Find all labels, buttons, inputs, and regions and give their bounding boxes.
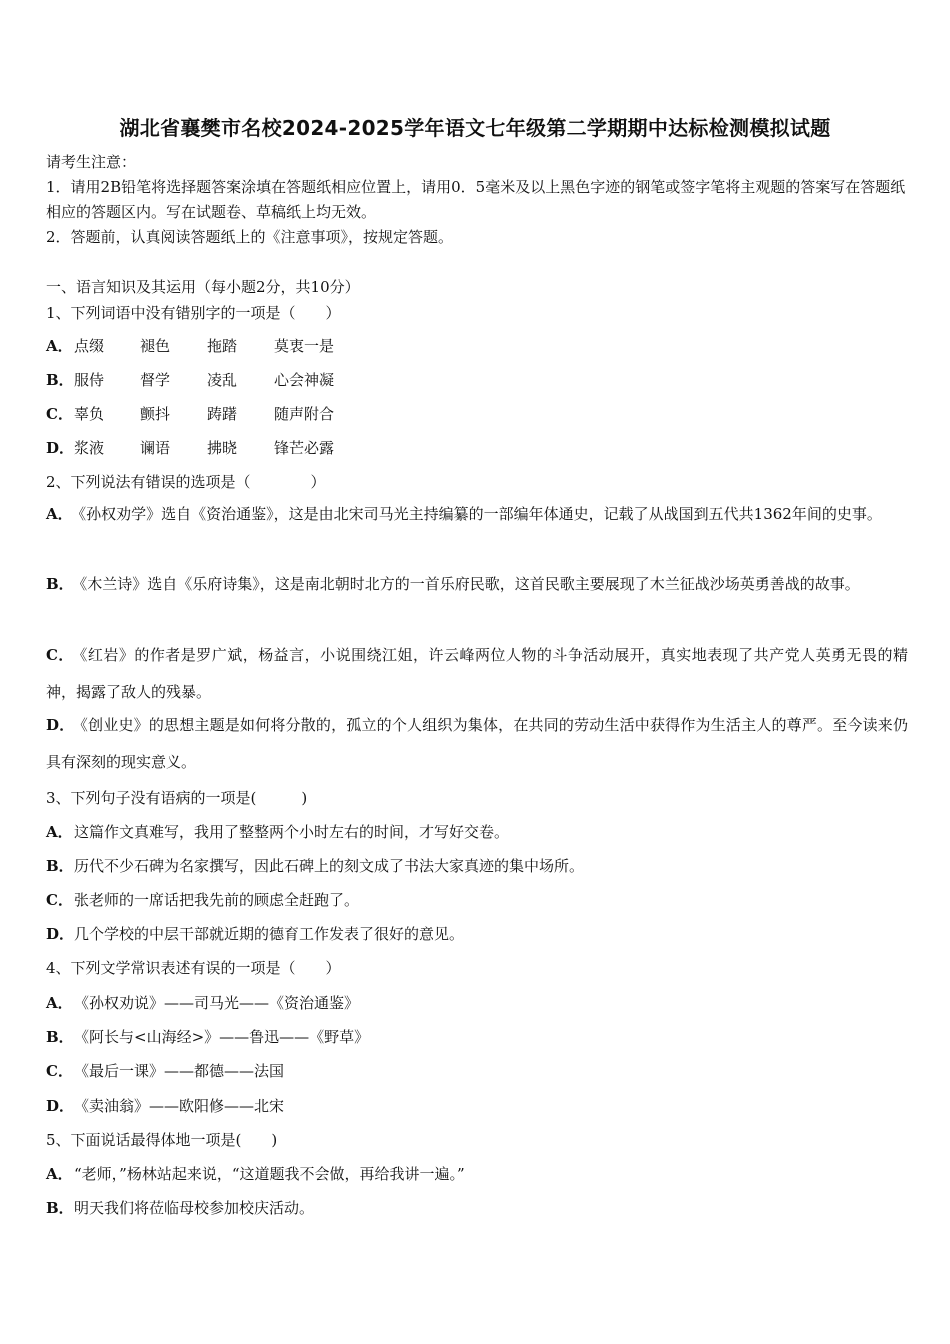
question-3-option-c — [46, 889, 908, 910]
option-label: D． — [46, 925, 75, 943]
exam-title: 湖北省襄樊市名校2024-2025学年语文七年级第二学期期中达标检测模拟试题 — [119, 116, 831, 140]
question-4-option-d — [46, 1095, 908, 1116]
option-label: B． — [46, 1028, 74, 1046]
option-label: D． — [46, 439, 75, 457]
option-word: 心会神凝 — [274, 371, 335, 389]
question-3-stem: 3、下列句子没有语病的一项是( ) — [46, 789, 308, 807]
notice-item-2: 2．答题前，认真阅读答题纸上的《注意事项》，按规定答题。 — [46, 228, 454, 246]
option-text: 《阿长与<山海经>》——鲁迅——《野草》 — [74, 1028, 370, 1046]
option-text: 《孙权劝学》选自《资治通鉴》，这是由北宋司马光主持编纂的一部编年体通史，记载了从战国到五代共1362年间的史事。 — [78, 505, 882, 523]
question-3-option-d — [46, 923, 908, 944]
option-word: 莫衷一是 — [274, 337, 335, 355]
option-label: B． — [46, 371, 74, 389]
question-1-option-c — [46, 403, 908, 424]
option-label: C． — [46, 1062, 73, 1080]
option-word: 辜负 — [74, 405, 105, 423]
option-text: 《孙权劝说》——司马光——《资治通鉴》 — [74, 994, 360, 1012]
option-word: 随声附合 — [274, 405, 335, 423]
option-label: C． — [46, 405, 73, 423]
option-label: B． — [46, 575, 74, 593]
question-1-stem: 1、下列词语中没有错别字的一项是（ ） — [46, 304, 341, 322]
question-5-stem: 5、下面说话最得体地一项是( ) — [46, 1131, 278, 1149]
option-word: 浆液 — [74, 439, 105, 457]
question-2-option-d — [46, 707, 908, 781]
option-label: A． — [46, 1165, 73, 1183]
notice-heading: 请考生注意： — [46, 153, 137, 171]
option-text: 历代不少石碑为名家撰写，因此石碑上的刻文成了书法大家真迹的集中场所。 — [74, 857, 585, 875]
option-word: 褪色 — [140, 337, 171, 355]
question-1-option-b — [46, 369, 908, 390]
option-word: 督学 — [140, 371, 171, 389]
option-label: C． — [46, 646, 74, 664]
option-word: 拂晓 — [207, 439, 238, 457]
question-2-option-b — [46, 566, 908, 603]
option-label: A． — [46, 337, 73, 355]
option-label: A． — [46, 505, 73, 523]
question-4-option-c — [46, 1060, 908, 1081]
question-3-option-a — [46, 821, 908, 842]
option-word: 拖踏 — [207, 337, 238, 355]
question-5-option-a — [46, 1163, 908, 1184]
notice-block — [46, 150, 906, 250]
option-text: 明天我们将莅临母校参加校庆活动。 — [74, 1199, 315, 1217]
option-text: 《最后一课》——都德——法国 — [74, 1062, 285, 1080]
option-word: 服侍 — [74, 371, 105, 389]
option-text: 张老师的一席话把我先前的顾虑全赶跑了。 — [74, 891, 360, 909]
option-text: “老师，”杨林站起来说，“这道题我不会做，再给我讲一遍。” — [74, 1165, 465, 1183]
question-4-option-b — [46, 1026, 908, 1047]
option-label: A． — [46, 994, 73, 1012]
question-1-option-d — [46, 437, 908, 458]
question-1-option-a — [46, 335, 908, 356]
section-heading: 一、语言知识及其运用（每小题2分，共10分） — [46, 278, 360, 296]
option-label: D． — [46, 1097, 75, 1115]
option-word: 点缀 — [74, 337, 105, 355]
option-word: 锋芒必露 — [274, 439, 335, 457]
option-word: 谰语 — [140, 439, 171, 457]
option-text: 《木兰诗》选自《乐府诗集》，这是南北朝时北方的一首乐府民歌，这首民歌主要展现了木兰征战沙场英勇善战的故事。 — [79, 575, 860, 593]
option-label: C． — [46, 891, 73, 909]
option-text: 几个学校的中层干部就近期的德育工作发表了很好的意见。 — [74, 925, 465, 943]
question-2-stem: 2、下列说法有错误的选项是（ ） — [46, 473, 326, 491]
option-text: 《红岩》的作者是罗广斌，杨益言，小说围绕江姐，许云峰两位人物的斗争活动展开，真实地表现了共产党人英勇无畏的精神，揭露了敌人的残暴。 — [46, 646, 908, 701]
option-label: B． — [46, 1199, 74, 1217]
notice-item-1: 1．请用2B铅笔将选择题答案涂填在答题纸相应位置上，请用0．5毫米及以上黑色字迹的钢笔或签字笔将主观题的答案写在答题纸相应的答题区内。写在试题卷、草稿纸上均无效。 — [46, 178, 906, 221]
option-label: B． — [46, 857, 74, 875]
question-3-option-b — [46, 855, 908, 876]
option-word: 凌乱 — [207, 371, 238, 389]
option-word: 颤抖 — [140, 405, 171, 423]
option-label: A． — [46, 823, 73, 841]
option-label: D． — [46, 716, 75, 734]
option-text: 这篇作文真难写，我用了整整两个小时左右的时间，才写好交卷。 — [74, 823, 510, 841]
option-text: 《卖油翁》——欧阳修——北宋 — [74, 1097, 285, 1115]
question-4-option-a — [46, 992, 908, 1013]
option-word: 踌躇 — [207, 405, 238, 423]
question-5-option-b — [46, 1197, 908, 1218]
question-4-stem: 4、下列文学常识表述有误的一项是（ ） — [46, 959, 341, 977]
question-2-option-c — [46, 637, 908, 711]
option-text: 《创业史》的思想主题是如何将分散的，孤立的个人组织为集体，在共同的劳动生活中获得作为生活主人的尊严。至今读来仍具有深刻的现实意义。 — [46, 716, 908, 771]
question-2-option-a — [46, 496, 908, 533]
